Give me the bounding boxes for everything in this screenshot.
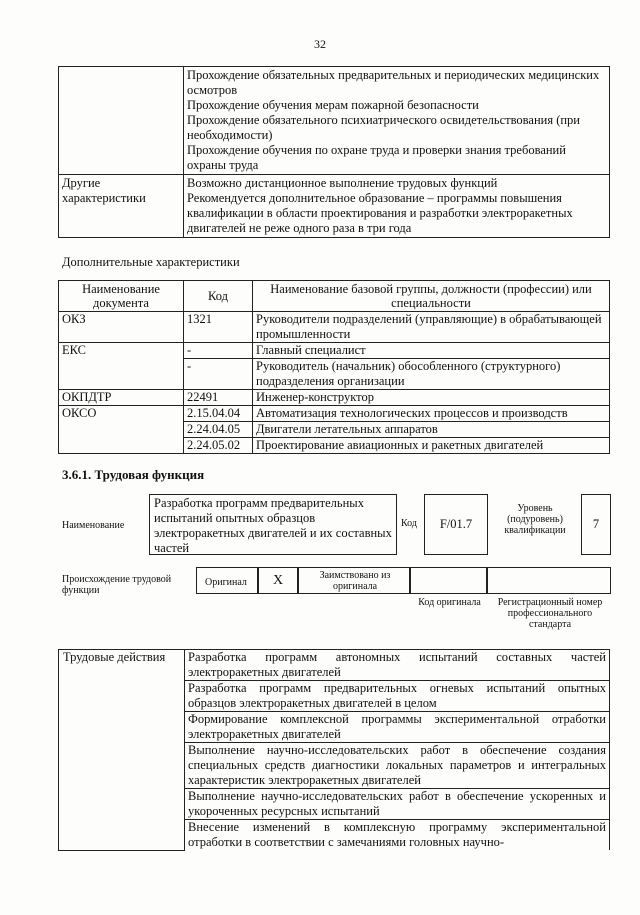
requirement-line: Прохождение обучения мерам пожарной безопасности (187, 98, 479, 112)
table-row (59, 343, 610, 359)
original-label: Оригинал (205, 577, 247, 588)
code-original-label: Код оригинала (418, 597, 481, 608)
doc-cell: ЕКС (59, 343, 184, 390)
original-cell (196, 567, 258, 594)
code-cell: - (184, 343, 253, 359)
additional-characteristics-table (58, 280, 610, 454)
page-number: 32 (314, 37, 326, 51)
table-row (59, 390, 610, 406)
code-label: Код (401, 518, 417, 529)
qualification-level-label: Уровень (подуровень) квалификации (504, 503, 566, 536)
actions-label: Трудовые действия (59, 650, 185, 851)
action-item: Выполнение научно-исследовательских работ в обеспечение ускоренных и укороченных ресурсных испытаний (185, 789, 610, 820)
name-cell: Проектирование авиационных и ракетных двигателей (253, 438, 610, 454)
row-content (184, 175, 610, 238)
action-item: Формирование комплексной программы экспериментальной отработки электроракетных двигателей (185, 712, 610, 743)
labor-actions-table (58, 649, 610, 851)
code-cell: 1321 (184, 312, 253, 343)
requirement-line: Прохождение обязательных предварительных и периодических медицинских осмотров (187, 68, 600, 97)
name-cell: Инженер-конструктор (253, 390, 610, 406)
characteristic-line: Возможно дистанционное выполнение трудовых функций (187, 176, 498, 190)
header-code: Код (184, 281, 253, 312)
row-label: Другие характеристики (59, 175, 184, 238)
name-cell: Руководитель (начальник) обособленного (структурного) подразделения организации (253, 359, 610, 390)
function-code-box: F/01.7 (424, 494, 488, 555)
code-cell: 22491 (184, 390, 253, 406)
origin-label: Происхождение трудовой функции (62, 574, 172, 596)
code-cell: 2.15.04.04 (184, 406, 253, 422)
table-row (59, 650, 610, 681)
action-item: Разработка программ автономных испытаний составных частей электроракетных двигателей (185, 650, 610, 681)
code-cell: - (184, 359, 253, 390)
name-label: Наименование (62, 520, 125, 531)
action-item: Выполнение научно-исследовательских работ в обеспечение создания специальных средств диагностики локальных параметров и интегральных характеристик электроракетных двигателей (185, 743, 610, 789)
table-row (59, 67, 610, 175)
code-original-cell (410, 567, 487, 594)
header-name: Наименование базовой группы, должности (профессии) или специальности (253, 281, 610, 312)
table-header-row (59, 281, 610, 312)
qualification-requirements-table (58, 66, 610, 238)
original-mark: X (258, 567, 298, 594)
doc-cell: ОКЗ (59, 312, 184, 343)
name-cell: Двигатели летательных аппаратов (253, 422, 610, 438)
table-row (59, 312, 610, 343)
name-cell: Руководители подразделений (управляющие) в обрабатывающей промышленности (253, 312, 610, 343)
requirement-line: Прохождение обучения по охране труда и проверки знания требований охраны труда (187, 143, 566, 172)
characteristic-line: Рекомендуется дополнительное образование – программы повышения квалификации в области проектирования и разработки электроракетных двигателей не реже одного раза в три года (187, 191, 573, 235)
section-title: 3.6.1. Трудовая функция (62, 467, 205, 482)
code-cell: 2.24.04.05 (184, 422, 253, 438)
table-row (59, 406, 610, 422)
table-row (59, 175, 610, 238)
borrowed-label: Заимствовано из оригинала (319, 570, 391, 592)
action-item: Разработка программ предварительных огневых испытаний опытных образцов электроракетных двигателей в целом (185, 681, 610, 712)
name-cell: Автоматизация технологических процессов и производств (253, 406, 610, 422)
action-item: Внесение изменений в комплексную программу экспериментальной отработки в соответствии с замечаниями головных научно- (185, 820, 610, 851)
name-cell: Главный специалист (253, 343, 610, 359)
doc-cell: ОКПДТР (59, 390, 184, 406)
header-document: Наименование документа (59, 281, 184, 312)
qualification-level-box: 7 (581, 494, 611, 555)
function-name-box: Разработка программ предварительных испытаний опытных образцов электроракетных двигателей и их составных частей (149, 494, 397, 555)
reg-number-label: Регистрационный номер профессионального стандарта (497, 597, 603, 630)
requirement-line: Прохождение обязательного психиатрического освидетельствования (при необходимости) (187, 113, 580, 142)
code-cell: 2.24.05.02 (184, 438, 253, 454)
doc-cell: ОКСО (59, 406, 184, 454)
borrowed-cell (298, 567, 410, 594)
reg-number-cell (487, 567, 611, 594)
additional-characteristics-title: Дополнительные характеристики (62, 255, 240, 269)
row-content (184, 67, 610, 175)
row-label (59, 67, 184, 175)
